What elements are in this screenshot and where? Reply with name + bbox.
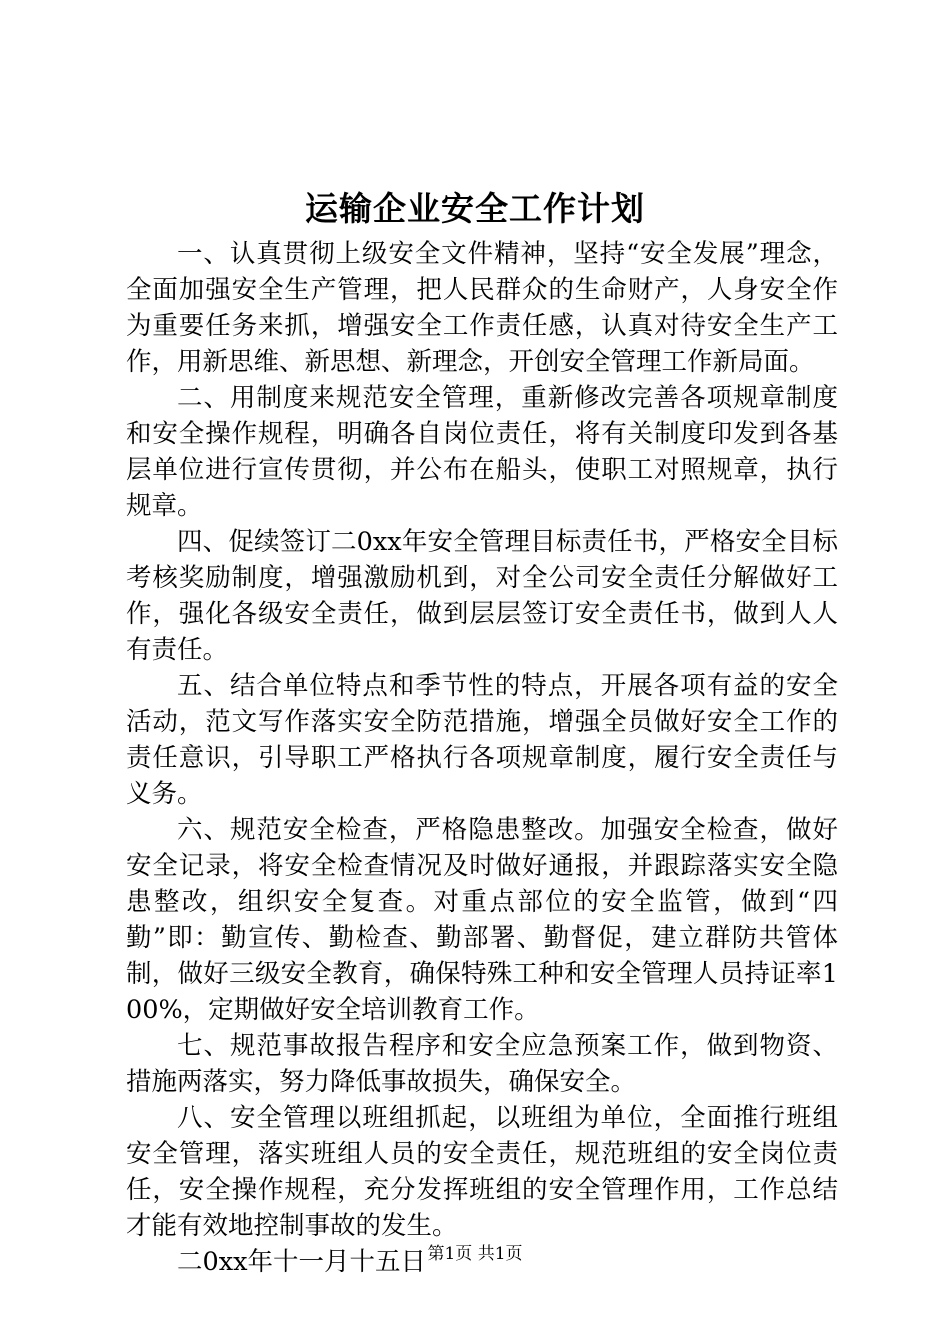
paragraph-8: 八、安全管理以班组抓起，以班组为单位，全面推行班组安全管理，落实班组人员的安全责任，规范班组的安全岗位责任，安全操作规程，充分发挥班组的安全管理作用，工作总结才能有效地控制事故的发生。: [126, 1103, 838, 1241]
paragraph-2: 二、用制度来规范安全管理，重新修改完善各项规章制度和安全操作规程，明确各自岗位责任，将有关制度印发到各基层单位进行宣传贯彻，并公布在船头，使职工对照规章，执行规章。: [126, 383, 838, 521]
paragraph-4: 四、促续签订二0xx年安全管理目标责任书，严格安全目标考核奖励制度，增强激励机到，对全公司安全责任分解做好工作，强化各级安全责任，做到层层签订安全责任书，做到人人有责任。: [126, 527, 838, 665]
paragraph-5: 五、结合单位特点和季节性的特点，开展各项有益的安全活动，范文写作落实安全防范措施，增强全员做好安全工作的责任意识，引导职工严格执行各项规章制度，履行安全责任与义务。: [126, 671, 838, 809]
paragraph-1: 一、认真贯彻上级安全文件精神，坚持“安全发展”理念，全面加强安全生产管理，把人民群众的生命财产，人身安全作为重要任务来抓，增强安全工作责任感，认真对待安全生产工作，用新思维、新思想、新理念，开创安全管理工作新局面。: [126, 239, 838, 377]
document-title: 运输企业安全工作计划: [305, 189, 645, 228]
document-date: 二0xx年十一月十五日: [177, 1247, 426, 1277]
document-body: [126, 236, 838, 1280]
paragraph-6: 六、规范安全检查，严格隐患整改。加强安全检查，做好安全记录，将安全检查情况及时做好通报，并跟踪落实安全隐患整改，组织安全复查。对重点部位的安全监管，做到“四勤”即：勤宣传、勤检查、勤部署、勤督促，建立群防共管体制，做好三级安全教育，确保特殊工种和安全管理人员持证率100%，定期做好安全培训教育工作。: [126, 815, 838, 1025]
paragraph-7: 七、规范事故报告程序和安全应急预案工作，做到物资、措施两落实，努力降低事故损失，确保安全。: [126, 1031, 838, 1097]
page-number-footer: 第1页 共1页: [427, 1244, 523, 1264]
